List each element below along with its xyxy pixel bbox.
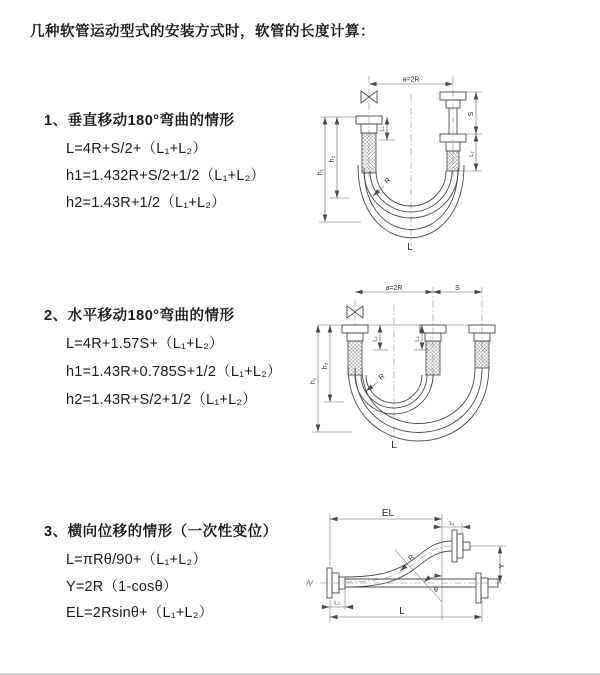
dim-label-el: EL [381,508,395,519]
dim-label-y: Y [499,563,506,569]
hose-assembly-1 [356,76,466,246]
page-title: 几种软管运动型式的安装方式时，软管的长度计算： [30,24,375,40]
dim-label-radius: R [377,372,387,382]
dim-label-l2: L₂ [414,336,421,342]
dim-label-s: S [468,111,475,117]
dim-label-h1: h₁ [310,377,317,385]
dim-label-l2: L₂ [469,151,475,157]
diagram-horizontal-bend [310,282,595,454]
dim-label-radius: R [383,176,393,186]
dim-label-a2r: a=2R [385,285,403,292]
section-1-heading: 1、垂直移动180°弯曲的情形 [44,113,235,129]
hose-assembly-2 [318,287,495,441]
dim-label-length: L [407,242,413,253]
section-3-formula-L: L=πRθ/90+（L₁+L₂） [66,552,208,568]
braided-hose-section [362,133,376,173]
dimensions-3 [321,508,506,622]
section-1-formula-h2: h2=1.43R+1/2（L₁+L₂） [66,195,226,211]
dim-label-radius: R [407,553,416,563]
dim-label-l1: L₁ [449,521,455,527]
section-3-formula-EL: EL=2Rsinθ+（L₁+L₂） [66,605,214,621]
section-3-heading: 3、横向位移的情形（一次性变位） [44,524,278,540]
dim-label-a2r: a=2R [402,76,420,84]
diagram-lateral-shift [298,500,598,645]
section-2-formula-L: L=4R+1.57S+（L₁+L₂） [66,336,224,352]
dim-label-l2: L₂ [334,600,340,607]
dim-label-h2: h₂ [322,362,329,370]
dimensions-2 [310,285,482,451]
dim-label-length: L [399,606,405,617]
braided-hose-section [475,341,489,368]
braided-hose-section [426,341,440,375]
dim-label-h1: h₁ [317,168,324,176]
section-2-heading: 2、水平移动180°弯曲的情形 [44,308,235,324]
dim-label-s: S [455,285,460,292]
dim-label-l1: L₁ [379,126,386,132]
section-1-formula-h1: h1=1.432R+S/2+1/2（L₁+L₂） [66,168,266,184]
section-1-formula-L: L=4R+S/2+（L₁+L₂） [66,141,208,157]
dim-label-theta: θ [434,587,438,594]
dim-label-h2: h₂ [329,155,336,163]
hose-assembly-3 [306,530,508,603]
braided-hose-section [447,151,459,171]
diagram-vertical-bend [313,70,588,262]
section-3-formula-Y: Y=2R（1-cosθ） [66,579,178,595]
dim-label-length: L [391,440,397,451]
construction-line [395,550,442,602]
section-2-formula-h1: h1=1.43R+0.785S+1/2（L₁+L₂） [66,364,282,380]
section-2-formula-h2: h2=1.43R+S/2+1/2（L₁+L₂） [66,392,257,408]
dim-label-l1: L₁ [372,336,379,342]
